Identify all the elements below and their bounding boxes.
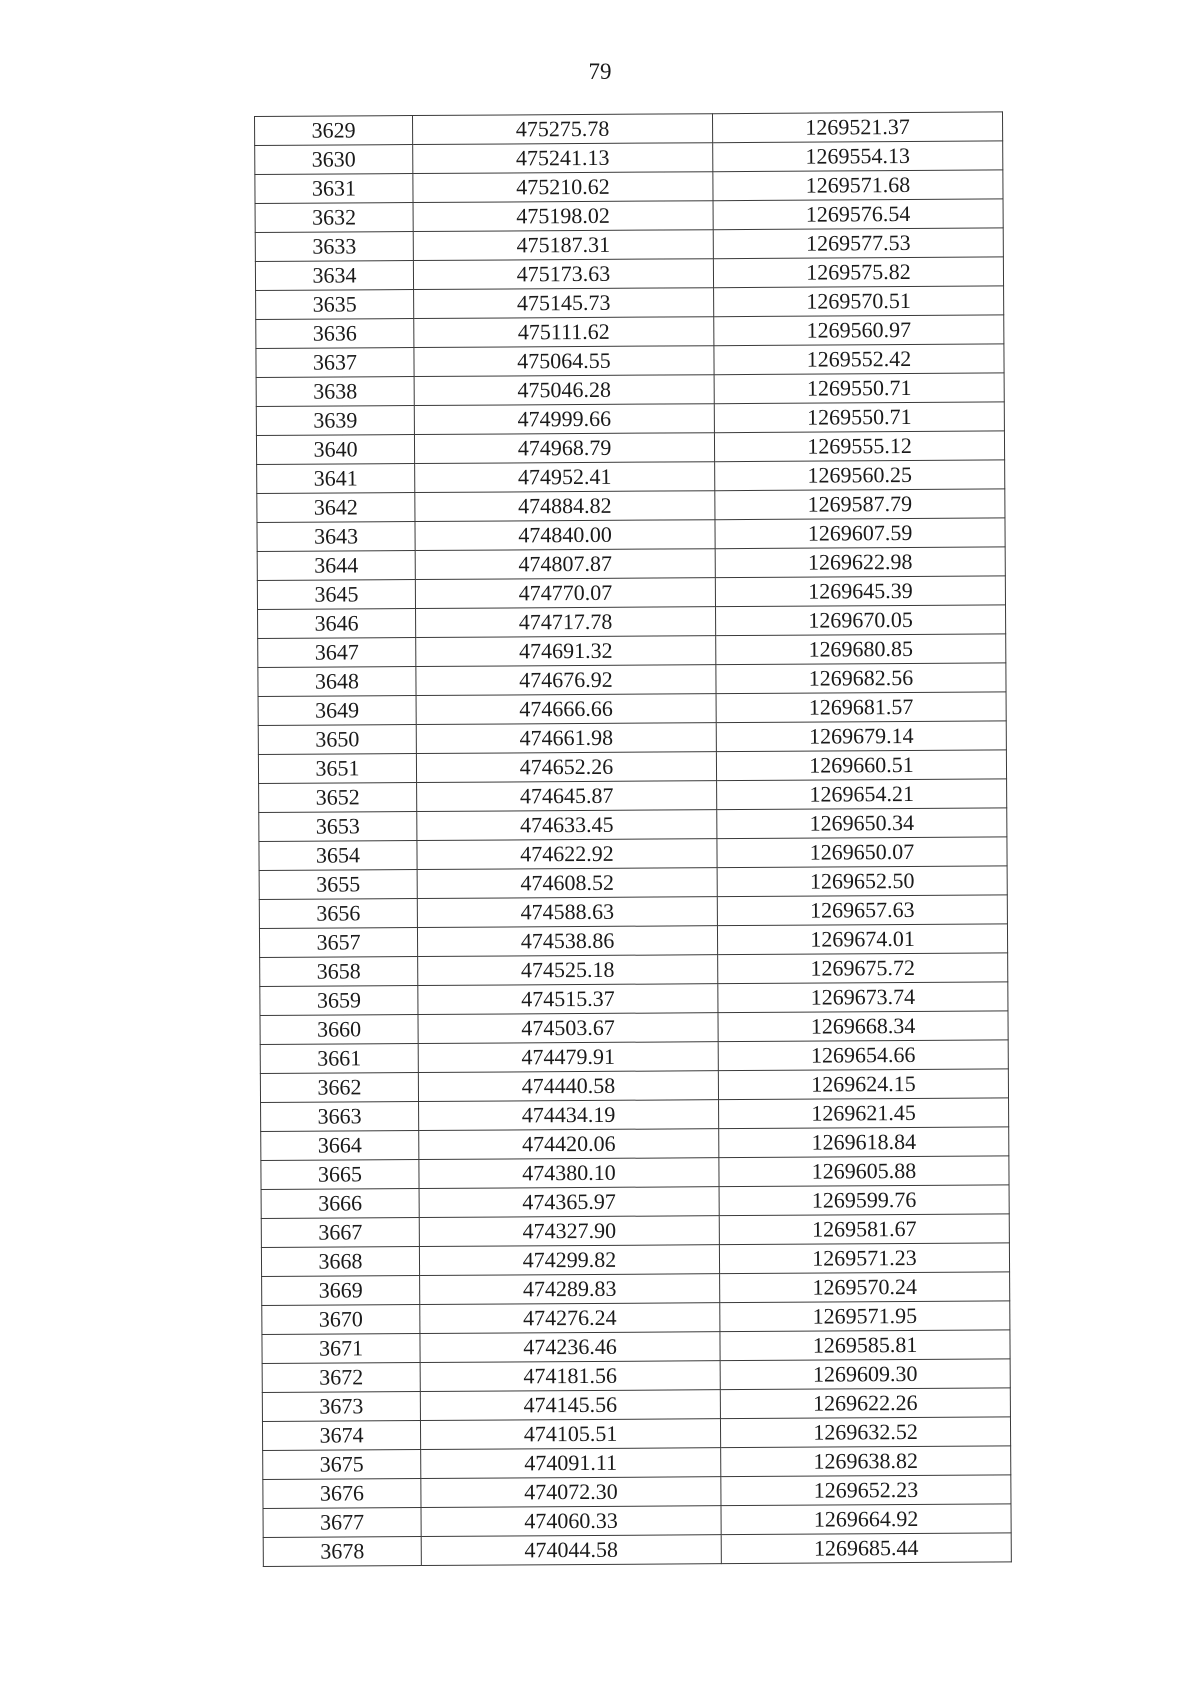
x-coordinate-cell: 474434.19 — [419, 1100, 719, 1131]
x-coordinate-cell: 474717.78 — [416, 607, 716, 638]
x-coordinate-cell: 475173.63 — [413, 259, 713, 290]
x-coordinate-cell: 474884.82 — [415, 491, 715, 522]
point-number-cell: 3665 — [261, 1160, 419, 1190]
table-row — [257, 460, 1005, 494]
x-coordinate-cell: 474380.10 — [419, 1158, 719, 1189]
y-coordinate-cell: 1269576.54 — [713, 199, 1003, 230]
table-row — [256, 315, 1004, 349]
x-coordinate-cell: 475210.62 — [413, 172, 713, 203]
x-coordinate-cell: 474840.00 — [415, 520, 715, 551]
point-number-cell: 3644 — [257, 551, 415, 581]
point-number-cell: 3632 — [255, 203, 413, 233]
table-row — [261, 1185, 1009, 1219]
y-coordinate-cell: 1269552.42 — [714, 344, 1004, 375]
table-row — [260, 953, 1008, 987]
x-coordinate-cell: 474181.56 — [420, 1361, 720, 1392]
point-number-cell: 3637 — [256, 348, 414, 378]
point-number-cell: 3669 — [262, 1276, 420, 1306]
x-coordinate-cell: 475275.78 — [413, 114, 713, 145]
point-number-cell: 3642 — [257, 493, 415, 523]
point-number-cell: 3667 — [261, 1218, 419, 1248]
y-coordinate-cell: 1269607.59 — [715, 518, 1005, 549]
point-number-cell: 3634 — [255, 261, 413, 291]
x-coordinate-cell: 474661.98 — [416, 723, 716, 754]
x-coordinate-cell: 474999.66 — [414, 404, 714, 435]
point-number-cell: 3633 — [255, 232, 413, 262]
y-coordinate-cell: 1269560.25 — [715, 460, 1005, 491]
point-number-cell: 3643 — [257, 522, 415, 552]
x-coordinate-cell: 475111.62 — [414, 317, 714, 348]
table-row — [259, 837, 1007, 871]
table-row — [257, 547, 1005, 581]
table-row — [258, 750, 1006, 784]
y-coordinate-cell: 1269650.07 — [717, 837, 1007, 868]
point-number-cell: 3649 — [258, 696, 416, 726]
table-row — [261, 1127, 1009, 1161]
table-row — [258, 634, 1006, 668]
y-coordinate-cell: 1269652.23 — [721, 1475, 1011, 1506]
page-number: 79 — [588, 59, 612, 84]
table-row — [259, 924, 1007, 958]
table-row — [256, 373, 1004, 407]
point-number-cell: 3676 — [263, 1479, 421, 1509]
x-coordinate-cell: 474952.41 — [415, 462, 715, 493]
table-row — [259, 866, 1007, 900]
y-coordinate-cell: 1269668.34 — [718, 1011, 1008, 1042]
x-coordinate-cell: 474525.18 — [418, 955, 718, 986]
point-number-cell: 3671 — [262, 1334, 420, 1364]
y-coordinate-cell: 1269670.05 — [716, 605, 1006, 636]
y-coordinate-cell: 1269587.79 — [715, 489, 1005, 520]
table-row — [256, 402, 1004, 436]
point-number-cell: 3629 — [255, 116, 413, 146]
y-coordinate-cell: 1269652.50 — [717, 866, 1007, 897]
y-coordinate-cell: 1269554.13 — [713, 141, 1003, 172]
point-number-cell: 3674 — [262, 1421, 420, 1451]
point-number-cell: 3657 — [259, 928, 417, 958]
table-row — [256, 431, 1004, 465]
point-number-cell: 3646 — [258, 609, 416, 639]
table-row — [263, 1446, 1011, 1480]
point-number-cell: 3678 — [263, 1537, 421, 1567]
x-coordinate-cell: 475145.73 — [414, 288, 714, 319]
table-row — [262, 1417, 1010, 1451]
x-coordinate-cell: 474652.26 — [416, 752, 716, 783]
point-number-cell: 3658 — [260, 957, 418, 987]
table-row — [257, 518, 1005, 552]
y-coordinate-cell: 1269521.37 — [712, 112, 1002, 143]
point-number-cell: 3638 — [256, 377, 414, 407]
x-coordinate-cell: 474289.83 — [420, 1274, 720, 1305]
y-coordinate-cell: 1269555.12 — [714, 431, 1004, 462]
y-coordinate-cell: 1269577.53 — [713, 228, 1003, 259]
point-number-cell: 3645 — [257, 580, 415, 610]
x-coordinate-cell: 474538.86 — [417, 926, 717, 957]
table-row — [262, 1388, 1010, 1422]
table-row — [259, 808, 1007, 842]
table-row — [263, 1533, 1011, 1567]
x-coordinate-cell: 474633.45 — [417, 810, 717, 841]
x-coordinate-cell: 474503.67 — [418, 1013, 718, 1044]
x-coordinate-cell: 475046.28 — [414, 375, 714, 406]
y-coordinate-cell: 1269560.97 — [714, 315, 1004, 346]
x-coordinate-cell: 474968.79 — [414, 433, 714, 464]
x-coordinate-cell: 474807.87 — [415, 549, 715, 580]
y-coordinate-cell: 1269645.39 — [715, 576, 1005, 607]
table-row — [258, 692, 1006, 726]
table-row — [258, 663, 1006, 697]
table-row — [258, 721, 1006, 755]
table-row — [260, 982, 1008, 1016]
point-number-cell: 3651 — [258, 754, 416, 784]
x-coordinate-cell: 474072.30 — [421, 1477, 721, 1508]
y-coordinate-cell: 1269664.92 — [721, 1504, 1011, 1535]
table-row — [256, 286, 1004, 320]
x-coordinate-cell: 474365.97 — [419, 1187, 719, 1218]
table-row — [261, 1156, 1009, 1190]
x-coordinate-cell: 475187.31 — [413, 230, 713, 261]
point-number-cell: 3655 — [259, 870, 417, 900]
x-coordinate-cell: 475241.13 — [413, 143, 713, 174]
y-coordinate-cell: 1269571.95 — [720, 1301, 1010, 1332]
y-coordinate-cell: 1269681.57 — [716, 692, 1006, 723]
y-coordinate-cell: 1269550.71 — [714, 402, 1004, 433]
point-number-cell: 3677 — [263, 1508, 421, 1538]
x-coordinate-cell: 474645.87 — [417, 781, 717, 812]
point-number-cell: 3662 — [260, 1073, 418, 1103]
x-coordinate-cell: 474770.07 — [415, 578, 715, 609]
x-coordinate-cell: 474622.92 — [417, 839, 717, 870]
table-row — [256, 344, 1004, 378]
table-row — [263, 1504, 1011, 1538]
table-row — [259, 895, 1007, 929]
point-number-cell: 3670 — [262, 1305, 420, 1335]
y-coordinate-cell: 1269673.74 — [718, 982, 1008, 1013]
point-number-cell: 3640 — [256, 435, 414, 465]
point-number-cell: 3664 — [261, 1131, 419, 1161]
table-row — [255, 141, 1003, 175]
table-row — [262, 1359, 1010, 1393]
x-coordinate-cell: 474105.51 — [420, 1419, 720, 1450]
point-number-cell: 3654 — [259, 841, 417, 871]
y-coordinate-cell: 1269605.88 — [719, 1156, 1009, 1187]
table-row — [260, 1069, 1008, 1103]
x-coordinate-cell: 474420.06 — [419, 1129, 719, 1160]
y-coordinate-cell: 1269679.14 — [716, 721, 1006, 752]
y-coordinate-cell: 1269685.44 — [721, 1533, 1011, 1564]
x-coordinate-cell: 474299.82 — [419, 1245, 719, 1276]
x-coordinate-cell: 474676.92 — [416, 665, 716, 696]
point-number-cell: 3672 — [262, 1363, 420, 1393]
table-row — [255, 112, 1003, 146]
table-row — [257, 576, 1005, 610]
point-number-cell: 3653 — [259, 812, 417, 842]
x-coordinate-cell: 474666.66 — [416, 694, 716, 725]
x-coordinate-cell: 474236.46 — [420, 1332, 720, 1363]
y-coordinate-cell: 1269570.24 — [720, 1272, 1010, 1303]
table-row — [255, 257, 1003, 291]
x-coordinate-cell: 475198.02 — [413, 201, 713, 232]
table-row — [262, 1272, 1010, 1306]
y-coordinate-cell: 1269675.72 — [718, 953, 1008, 984]
point-number-cell: 3630 — [255, 145, 413, 175]
table-row — [261, 1243, 1009, 1277]
table-row — [255, 199, 1003, 233]
y-coordinate-cell: 1269654.21 — [717, 779, 1007, 810]
table-row — [259, 779, 1007, 813]
coordinates-table-body — [255, 112, 1012, 1567]
table-row — [261, 1214, 1009, 1248]
y-coordinate-cell: 1269599.76 — [719, 1185, 1009, 1216]
x-coordinate-cell: 474440.58 — [418, 1071, 718, 1102]
y-coordinate-cell: 1269581.67 — [719, 1214, 1009, 1245]
y-coordinate-cell: 1269638.82 — [721, 1446, 1011, 1477]
table-row — [257, 489, 1005, 523]
y-coordinate-cell: 1269618.84 — [719, 1127, 1009, 1158]
x-coordinate-cell: 474044.58 — [421, 1535, 721, 1566]
x-coordinate-cell: 474276.24 — [420, 1303, 720, 1334]
y-coordinate-cell: 1269632.52 — [720, 1417, 1010, 1448]
y-coordinate-cell: 1269570.51 — [714, 286, 1004, 317]
x-coordinate-cell: 474588.63 — [417, 897, 717, 928]
x-coordinate-cell: 474060.33 — [421, 1506, 721, 1537]
y-coordinate-cell: 1269575.82 — [713, 257, 1003, 288]
point-number-cell: 3675 — [263, 1450, 421, 1480]
y-coordinate-cell: 1269609.30 — [720, 1359, 1010, 1390]
coordinates-table — [254, 111, 1012, 1567]
y-coordinate-cell: 1269654.66 — [718, 1040, 1008, 1071]
point-number-cell: 3650 — [258, 725, 416, 755]
point-number-cell: 3673 — [262, 1392, 420, 1422]
y-coordinate-cell: 1269650.34 — [717, 808, 1007, 839]
table-row — [258, 605, 1006, 639]
y-coordinate-cell: 1269660.51 — [716, 750, 1006, 781]
point-number-cell: 3656 — [259, 899, 417, 929]
x-coordinate-cell: 474608.52 — [417, 868, 717, 899]
y-coordinate-cell: 1269550.71 — [714, 373, 1004, 404]
table-row — [263, 1475, 1011, 1509]
point-number-cell: 3652 — [259, 783, 417, 813]
y-coordinate-cell: 1269571.68 — [713, 170, 1003, 201]
point-number-cell: 3631 — [255, 174, 413, 204]
y-coordinate-cell: 1269622.26 — [720, 1388, 1010, 1419]
table-row — [255, 170, 1003, 204]
table-row — [260, 1011, 1008, 1045]
y-coordinate-cell: 1269680.85 — [716, 634, 1006, 665]
point-number-cell: 3666 — [261, 1189, 419, 1219]
y-coordinate-cell: 1269674.01 — [717, 924, 1007, 955]
table-row — [255, 228, 1003, 262]
x-coordinate-cell: 474515.37 — [418, 984, 718, 1015]
x-coordinate-cell: 474145.56 — [420, 1390, 720, 1421]
x-coordinate-cell: 474691.32 — [416, 636, 716, 667]
point-number-cell: 3660 — [260, 1015, 418, 1045]
table-row — [262, 1301, 1010, 1335]
y-coordinate-cell: 1269657.63 — [717, 895, 1007, 926]
point-number-cell: 3659 — [260, 986, 418, 1016]
y-coordinate-cell: 1269682.56 — [716, 663, 1006, 694]
x-coordinate-cell: 474327.90 — [419, 1216, 719, 1247]
point-number-cell: 3661 — [260, 1044, 418, 1074]
y-coordinate-cell: 1269621.45 — [719, 1098, 1009, 1129]
x-coordinate-cell: 474091.11 — [421, 1448, 721, 1479]
y-coordinate-cell: 1269624.15 — [718, 1069, 1008, 1100]
table-row — [262, 1330, 1010, 1364]
point-number-cell: 3636 — [256, 319, 414, 349]
point-number-cell: 3668 — [261, 1247, 419, 1277]
x-coordinate-cell: 474479.91 — [418, 1042, 718, 1073]
point-number-cell: 3639 — [256, 406, 414, 436]
x-coordinate-cell: 475064.55 — [414, 346, 714, 377]
table-row — [261, 1098, 1009, 1132]
point-number-cell: 3663 — [261, 1102, 419, 1132]
point-number-cell: 3647 — [258, 638, 416, 668]
y-coordinate-cell: 1269622.98 — [715, 547, 1005, 578]
point-number-cell: 3641 — [257, 464, 415, 494]
table-row — [260, 1040, 1008, 1074]
y-coordinate-cell: 1269585.81 — [720, 1330, 1010, 1361]
point-number-cell: 3635 — [256, 290, 414, 320]
point-number-cell: 3648 — [258, 667, 416, 697]
y-coordinate-cell: 1269571.23 — [719, 1243, 1009, 1274]
